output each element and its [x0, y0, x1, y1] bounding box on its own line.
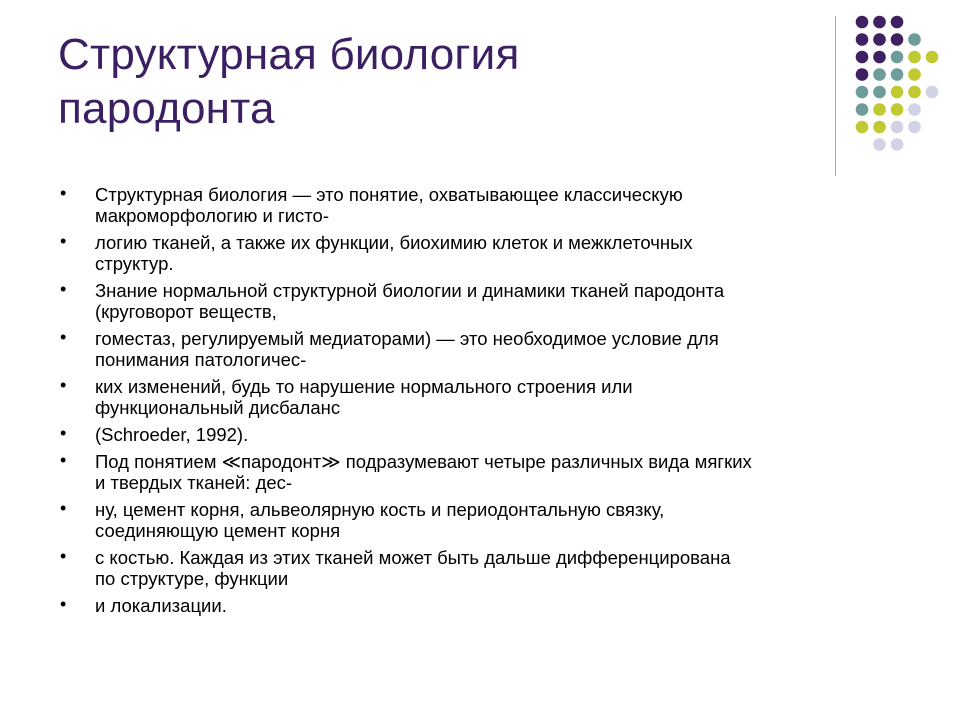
bullet-item	[58, 424, 888, 445]
decorative-dot	[891, 121, 904, 134]
bullet-marker: •	[60, 231, 67, 251]
decorative-dot	[891, 68, 904, 81]
decorative-dot	[856, 86, 869, 99]
bullet-marker: •	[60, 327, 67, 347]
bullet-text-line: по структуре, функции	[95, 568, 289, 589]
bullet-item	[58, 547, 888, 589]
bullet-text-line: (круговорот веществ,	[95, 301, 277, 322]
bullet-text-line: функциональный дисбаланс	[95, 397, 341, 418]
bullet-text-line: соединяющую цемент корня	[95, 520, 341, 541]
decorative-dot	[926, 51, 939, 64]
decorative-dot	[891, 16, 904, 29]
decorative-dot	[908, 86, 921, 99]
bullet-text-line: ких изменений, будь то нарушение нормального строения или	[95, 376, 633, 397]
bullet-text-line: с костью. Каждая из этих тканей может быть дальше дифференцирована	[95, 547, 731, 568]
decorative-dot	[856, 16, 869, 29]
bullet-text-line: и твердых тканей: дес-	[95, 472, 293, 493]
decorative-dot	[891, 103, 904, 116]
bullet-list	[58, 184, 888, 622]
decorative-dot	[891, 51, 904, 64]
decorative-dot	[873, 33, 886, 46]
bullet-marker: •	[60, 423, 67, 443]
bullet-marker: •	[60, 450, 67, 470]
decorative-dot	[856, 51, 869, 64]
decorative-dot	[873, 16, 886, 29]
bullet-text-line: Под понятием ≪пародонт≫ подразумевают четыре различных вида мягких	[95, 451, 752, 472]
bullet-text-line: Знание нормальной структурной биологии и динамики тканей пародонта	[95, 280, 725, 301]
decorative-dot	[873, 121, 886, 134]
vertical-divider	[835, 16, 836, 176]
slide-title	[58, 28, 758, 136]
bullet-text-line: и локализации.	[95, 595, 227, 616]
bullet-marker: •	[60, 375, 67, 395]
slide-title-line-1: Структурная биология	[58, 30, 520, 79]
decorative-dot	[873, 86, 886, 99]
decorative-dot	[908, 121, 921, 134]
decorative-dot	[891, 138, 904, 151]
decorative-dot	[891, 86, 904, 99]
decorative-dot	[873, 68, 886, 81]
bullet-item	[58, 451, 888, 493]
bullet-item	[58, 232, 888, 274]
bullet-item	[58, 499, 888, 541]
decorative-dot	[908, 51, 921, 64]
decorative-dot	[873, 138, 886, 151]
bullet-item	[58, 595, 888, 616]
bullet-text-line: понимания патологичес-	[95, 349, 307, 370]
decorative-dot	[856, 121, 869, 134]
decorative-dot	[908, 103, 921, 116]
slide-title-line-2: пародонта	[58, 84, 275, 133]
bullet-item	[58, 280, 888, 322]
bullet-text-line: ну, цемент корня, альвеолярную кость и периодонтальную связку,	[95, 499, 665, 520]
bullet-marker: •	[60, 546, 67, 566]
bullet-text-line: гоместаз, регулируемый медиаторами) — это необходимое условие для	[95, 328, 719, 349]
bullet-item	[58, 376, 888, 418]
bullet-text-line: Структурная биология — это понятие, охватывающее классическую	[95, 184, 683, 205]
decorative-dot	[926, 86, 939, 99]
bullet-text-line: структур.	[95, 253, 174, 274]
bullet-item	[58, 184, 888, 226]
bullet-item	[58, 328, 888, 370]
decorative-dot	[908, 68, 921, 81]
decorative-dot	[891, 33, 904, 46]
bullet-marker: •	[60, 183, 67, 203]
bullet-marker: •	[60, 594, 67, 614]
decorative-dot	[908, 33, 921, 46]
decorative-dot	[873, 103, 886, 116]
bullet-marker: •	[60, 498, 67, 518]
bullet-text-line: логию тканей, а также их функции, биохимию клеток и межклеточных	[95, 232, 693, 253]
decorative-dot	[856, 103, 869, 116]
bullet-marker: •	[60, 279, 67, 299]
bullet-text-line: макроморфологию и гисто-	[95, 205, 329, 226]
decorative-dot	[856, 68, 869, 81]
bullet-text-line: (Schroeder, 1992).	[95, 424, 249, 445]
decorative-dot	[873, 51, 886, 64]
decorative-dot	[856, 33, 869, 46]
